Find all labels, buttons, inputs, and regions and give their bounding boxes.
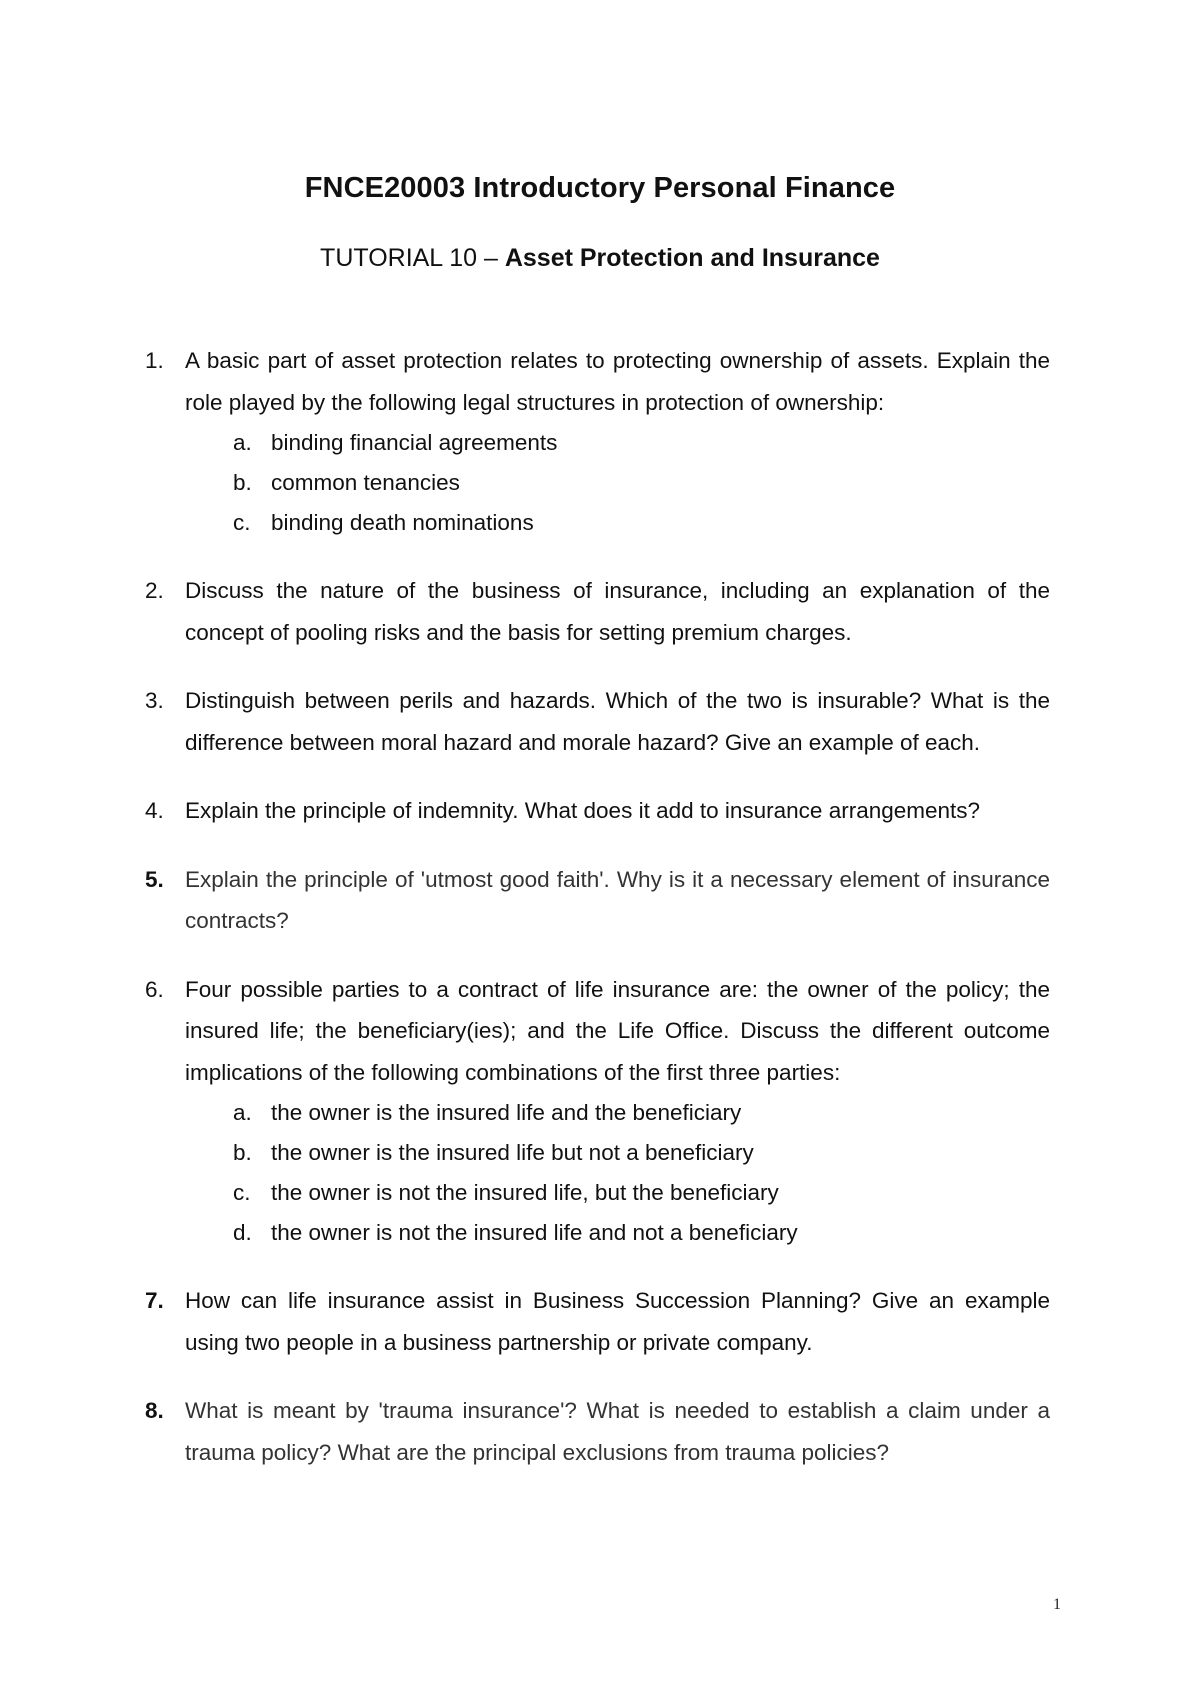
sub-text: the owner is the insured life but not a beneficiary: [271, 1140, 754, 1165]
sub-item: [185, 423, 1050, 463]
sub-text: the owner is not the insured life, but the beneficiary: [271, 1180, 779, 1205]
question-4: [145, 790, 1050, 832]
question-8: [145, 1390, 1050, 1473]
sub-list: [185, 423, 1050, 543]
document-subtitle: [0, 244, 1200, 273]
sub-letter: b.: [233, 470, 252, 495]
question-2: [145, 570, 1050, 653]
spacer: [145, 1253, 1050, 1280]
question-number: 7.: [145, 1288, 164, 1313]
question-5: [145, 859, 1050, 942]
question-number: 6.: [145, 976, 164, 1002]
question-text: Four possible parties to a contract of life insurance are: the owner of the policy; the insured life; the beneficiary(ies); and the Life Office. Discuss the different outcome implications of the following combinations of the first three parties:: [185, 976, 1050, 1085]
spacer: [145, 543, 1050, 570]
document-title: FNCE20003 Introductory Personal Finance: [304, 172, 896, 204]
sub-letter: b.: [233, 1140, 252, 1165]
sub-text: the owner is not the insured life and not a beneficiary: [271, 1220, 798, 1245]
sub-text: binding financial agreements: [271, 430, 558, 455]
question-number: 5.: [145, 866, 164, 892]
question-number: 8.: [145, 1398, 164, 1423]
question-text: Distinguish between perils and hazards. Which of the two is insurable? What is the difference between moral hazard and morale hazard? Give an example of each.: [185, 688, 1050, 755]
question-text: How can life insurance assist in Business Succession Planning? Give an example using two people in a business partnership or private company.: [185, 1288, 1050, 1355]
subtitle-prefix: TUTORIAL 10 –: [320, 244, 505, 272]
sub-letter: c.: [233, 510, 251, 535]
spacer: [145, 832, 1050, 859]
question-6: [145, 969, 1050, 1254]
sub-item: [185, 1133, 1050, 1173]
sub-text: binding death nominations: [271, 510, 534, 535]
spacer: [145, 942, 1050, 969]
sub-letter: d.: [233, 1220, 252, 1245]
question-number: 2.: [145, 578, 164, 603]
question-1: [145, 340, 1050, 543]
question-text: What is meant by 'trauma insurance'? What is needed to establish a claim under a trauma policy? What are the principal exclusions from trauma policies?: [185, 1398, 1050, 1465]
page-number: 1: [1053, 1596, 1061, 1613]
sub-item: [185, 1093, 1050, 1133]
sub-item: [185, 1173, 1050, 1213]
sub-item: [185, 463, 1050, 503]
spacer: [145, 763, 1050, 790]
question-3: [145, 680, 1050, 763]
subtitle-topic: Asset Protection and Insurance: [504, 244, 880, 272]
sub-item: [185, 503, 1050, 543]
question-text: Explain the principle of indemnity. What does it add to insurance arrangements?: [185, 798, 981, 823]
question-7: [145, 1280, 1050, 1363]
question-number: 4.: [145, 798, 164, 823]
sub-letter: c.: [233, 1180, 251, 1205]
sub-item: [185, 1213, 1050, 1253]
question-text: Explain the principle of 'utmost good faith'. Why is it a necessary element of insurance contracts?: [185, 866, 1050, 933]
sub-list: [185, 1093, 1050, 1253]
question-list: [145, 340, 1050, 1473]
spacer: [145, 1363, 1050, 1390]
sub-text: common tenancies: [271, 470, 460, 495]
question-number: 3.: [145, 688, 164, 713]
sub-letter: a.: [233, 1100, 252, 1125]
spacer: [145, 653, 1050, 680]
question-text: Discuss the nature of the business of insurance, including an explanation of the concept of pooling risks and the basis for setting premium charges.: [185, 578, 1050, 645]
questions-section: [145, 340, 1050, 1473]
question-number: 1.: [145, 348, 164, 373]
question-text: A basic part of asset protection relates to protecting ownership of assets. Explain the role played by the following legal structures in protection of ownership:: [185, 348, 1050, 415]
sub-letter: a.: [233, 430, 252, 455]
sub-text: the owner is the insured life and the beneficiary: [271, 1100, 742, 1125]
